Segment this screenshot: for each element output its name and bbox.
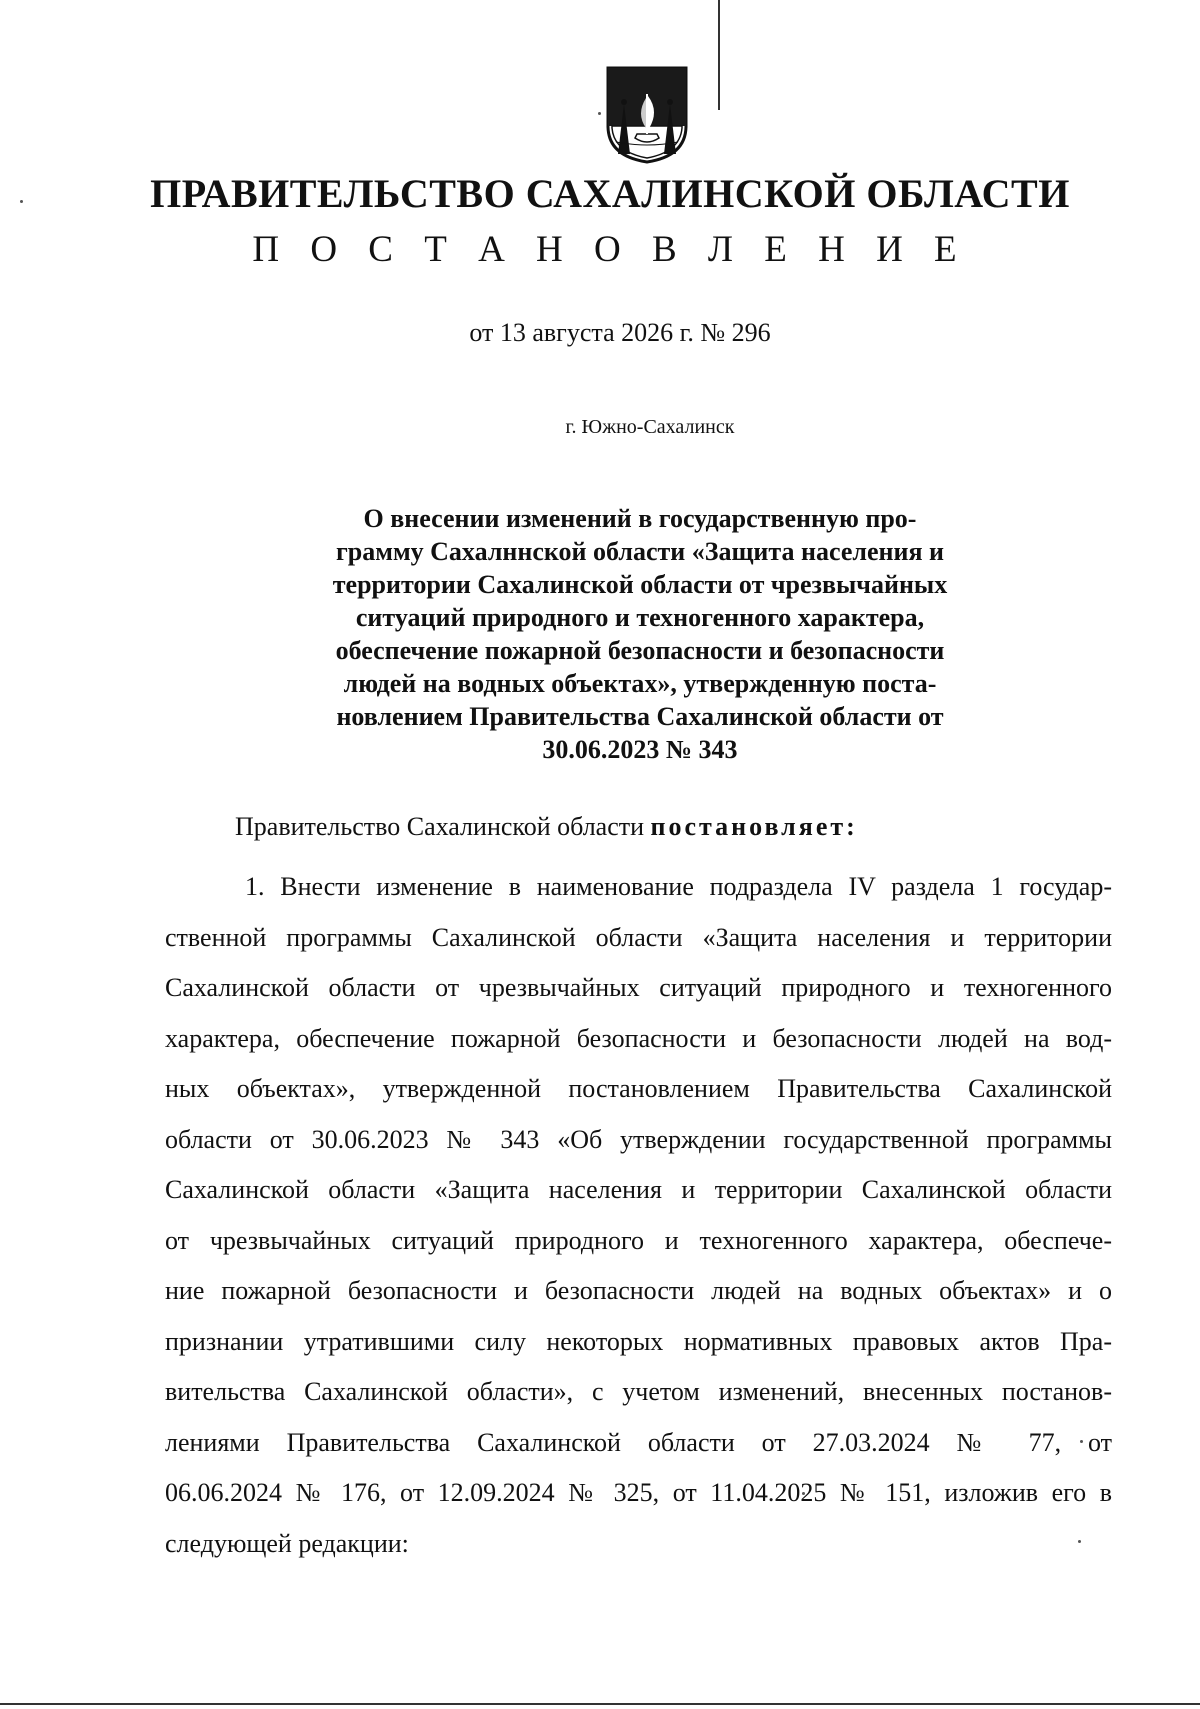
subject-line: территории Сахалинской области от чрезвычайных bbox=[332, 570, 948, 599]
subject-line: 30.06.2023 № 343 bbox=[542, 735, 738, 764]
body-line: ственной программы Сахалинской области «Защита населения и территории bbox=[165, 922, 1112, 952]
preamble-verb: постановляет: bbox=[650, 812, 858, 841]
subject-line: людей на водных объектах», утвержденную поста- bbox=[343, 669, 937, 698]
sakhalin-coat-of-arms-icon bbox=[602, 64, 692, 164]
subject-line: О внесении изменений в государственную про- bbox=[363, 504, 917, 533]
body-line: 1. Внести изменение в наименование подраздела IV раздела 1 государ- bbox=[245, 872, 1112, 901]
scan-edge bbox=[0, 1703, 1200, 1705]
subject-line: обеспечение пожарной безопасности и безопасности bbox=[335, 636, 945, 665]
subject-line: грамму Сахалннской области «Защита населения и bbox=[335, 537, 945, 566]
scan-speck bbox=[598, 112, 601, 115]
document-city: г. Южно-Сахалинск bbox=[565, 416, 735, 438]
body-line: вительства Сахалинской области», с учетом изменений, внесенных постанов- bbox=[165, 1377, 1112, 1406]
scan-line bbox=[718, 0, 720, 110]
body-line: признании утратившими силу некоторых нормативных правовых актов Пра- bbox=[165, 1326, 1112, 1356]
body-line: Сахалинской области от чрезвычайных ситуаций природного и техногенного bbox=[165, 973, 1112, 1002]
document-type: П О С Т А Н О В Л Е Н И Е bbox=[252, 229, 968, 270]
body-line: области от 30.06.2023 № 343 «Об утверждении государственной программы bbox=[165, 1124, 1112, 1154]
subject-line: ситуаций природного и техногенного характера, bbox=[355, 603, 925, 632]
body-line: характера, обеспечение пожарной безопасности и безопасности людей на вод- bbox=[165, 1023, 1112, 1053]
subject-line: новлением Правительства Сахалинской области от bbox=[336, 702, 944, 731]
document-subject bbox=[290, 502, 990, 766]
body-line: следующей редакции: bbox=[165, 1528, 409, 1558]
body-line: ных объектах», утвержденной постановлением Правительства Сахалинской bbox=[165, 1074, 1112, 1103]
preamble-text: Правительство Сахалинской области bbox=[235, 812, 651, 841]
body-line: ние пожарной безопасности и безопасности людей на водных объектах» и о bbox=[165, 1276, 1112, 1305]
preamble bbox=[235, 812, 858, 842]
body-line: Сахалинской области «Защита населения и территории Сахалинской области bbox=[165, 1175, 1112, 1204]
body-paragraph bbox=[165, 862, 1112, 1569]
body-line: от чрезвычайных ситуаций природного и техногенного характера, обеспече- bbox=[165, 1225, 1112, 1255]
body-line: 06.06.2024 № 176, от 12.09.2024 № 325, от 11.04.2025 № 151, изложив его в bbox=[165, 1478, 1112, 1507]
document-date-number: от 13 августа 2026 г. № 296 bbox=[469, 318, 771, 347]
government-title: ПРАВИТЕЛЬСТВО САХАЛИНСКОЙ ОБЛАСТИ bbox=[150, 171, 1070, 216]
body-line: лениями Правительства Сахалинской области от 27.03.2024 № 77, от bbox=[165, 1427, 1112, 1457]
